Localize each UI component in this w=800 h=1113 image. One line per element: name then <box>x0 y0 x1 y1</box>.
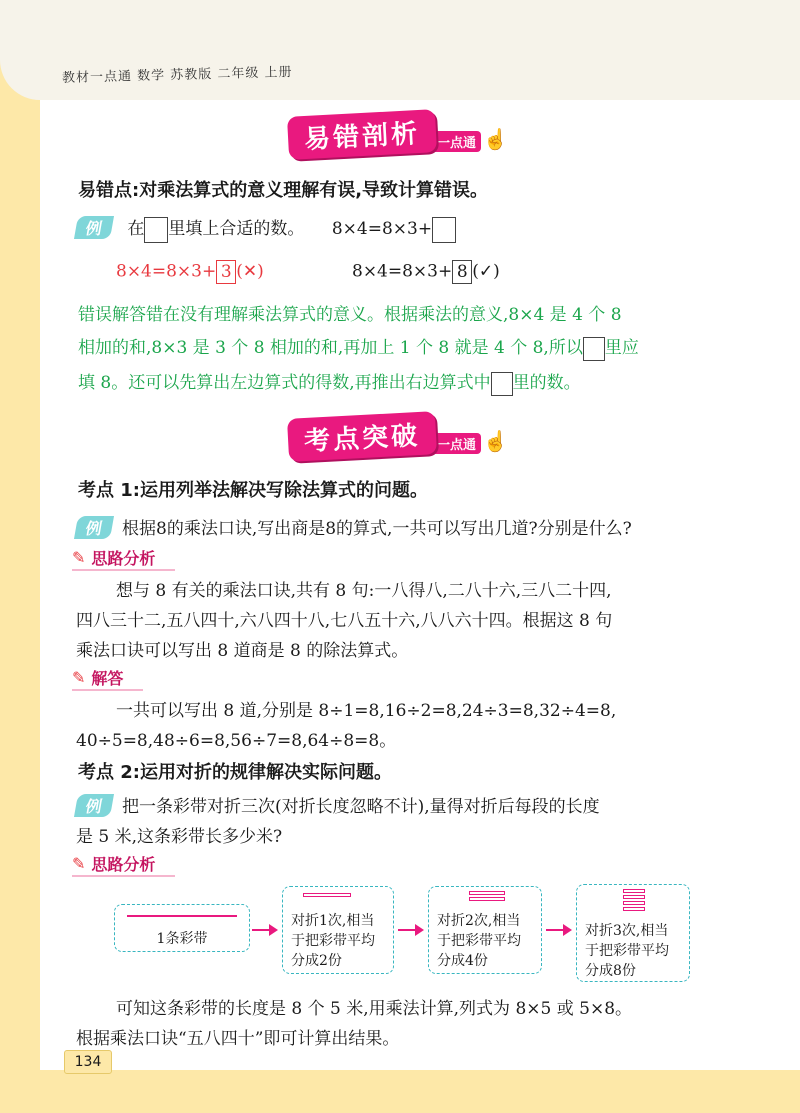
flow-arrow <box>252 929 276 931</box>
folded-ribbon <box>469 897 505 901</box>
flow-text: 对折1次,相当 <box>291 913 375 929</box>
flow-box-3 <box>428 886 542 974</box>
flow-arrow <box>546 929 570 931</box>
banner-title: 易错剖析 <box>287 109 437 160</box>
pencil-icon: ✎ <box>72 548 86 567</box>
analysis-label: 思路分析 <box>91 855 156 874</box>
answer-line: 一共可以写出 8 道,分别是 8÷1=8,16÷2=8,24÷3=8,32÷4=8, <box>116 701 617 721</box>
question-text: 把一条彩带对折三次(对折长度忽略不计),量得对折后每段的长度 <box>122 797 600 817</box>
keypoint-2-title: 考点 2:运用对折的规律解决实际问题。 <box>78 762 392 783</box>
banner-title: 考点突破 <box>287 411 437 462</box>
page-number: 134 <box>64 1050 112 1074</box>
flow-text: 分成2份 <box>291 953 342 969</box>
mistake-point: 易错点:对乘法算式的意义理解有误,导致计算错误。 <box>78 180 489 201</box>
answer-line: 40÷5=8,48÷6=8,56÷7=8,64÷8=8。 <box>76 731 397 751</box>
folded-ribbon <box>623 889 645 893</box>
explain-text: 相加的和,8×3 是 3 个 8 相加的和,再加上 1 个 8 就是 4 个 8,所以 <box>78 338 583 358</box>
analysis-line: 四八三十二,五八四十,六八四十八,七八五十六,八八六十四。根据这 8 句 <box>76 611 613 631</box>
blank-box <box>432 217 456 243</box>
keypoint-1-title: 考点 1:运用列举法解决写除法算式的问题。 <box>78 480 428 501</box>
analysis-label: 思路分析 <box>91 549 156 568</box>
keypoint-1-question <box>76 514 632 539</box>
question-text: 根据8的乘法口诀,写出商是8的算式,一共可以写出几道?分别是什么? <box>122 519 632 539</box>
example-prefix: 在 <box>127 219 145 239</box>
wrong-answer <box>116 260 264 284</box>
flow-text: 于把彩带平均 <box>585 943 669 959</box>
right-value: 8 <box>452 260 472 284</box>
explain-text: 填 8。还可以先算出左边算式的得数,再推出右边算式中 <box>78 373 491 393</box>
analysis-heading-2 <box>72 852 175 877</box>
flow-box-label: 1条彩带 <box>156 931 208 947</box>
analysis-line: 乘法口诀可以写出 8 道商是 8 的除法算式。 <box>76 641 409 661</box>
blank-box <box>583 337 605 361</box>
flow-text: 于把彩带平均 <box>437 933 521 949</box>
right-mark: (✓) <box>472 261 500 282</box>
flow-text: 分成4份 <box>437 953 488 969</box>
example-1 <box>76 214 456 243</box>
folded-ribbon <box>303 893 351 897</box>
flow-arrow <box>398 929 422 931</box>
flow-text: 对折2次,相当 <box>437 913 521 929</box>
section-banner-mistakes <box>288 114 508 154</box>
blank-box <box>144 217 168 243</box>
banner-tag: 一点通 <box>432 433 481 454</box>
analysis-heading-1 <box>72 546 175 571</box>
flow-text: 于把彩带平均 <box>291 933 375 949</box>
analysis-line: 想与 8 有关的乘法口诀,共有 8 句:一八得八,二八十六,三八二十四, <box>116 581 612 601</box>
explain-line-1: 错误解答错在没有理解乘法算式的意义。根据乘法的意义,8×4 是 4 个 8 <box>78 305 622 325</box>
pointing-hand-icon: ☝ <box>483 429 508 453</box>
pencil-icon: ✎ <box>72 854 86 873</box>
pencil-icon: ✎ <box>72 668 86 687</box>
page-margin-left <box>0 0 40 1113</box>
folded-ribbon <box>623 895 645 899</box>
right-answer <box>352 260 500 284</box>
explain-line-3 <box>78 368 581 396</box>
page-margin-bottom <box>0 1070 800 1113</box>
folded-ribbon <box>623 901 645 905</box>
conclusion-line: 可知这条彩带的长度是 8 个 5 米,用乘法计算,列式为 8×5 或 5×8。 <box>116 999 633 1019</box>
flow-box-4 <box>576 884 690 982</box>
ribbon-line <box>127 915 237 917</box>
page-margin-top <box>0 0 800 100</box>
banner-tag: 一点通 <box>432 131 481 152</box>
wrong-value: 3 <box>216 260 236 284</box>
running-header: 教材一点通 数学 苏教版 二年级 上册 <box>61 64 293 87</box>
flow-box-1 <box>114 904 250 952</box>
answer-heading <box>72 666 143 691</box>
keypoint-2-question <box>76 792 600 817</box>
explain-line-2 <box>78 333 639 361</box>
answer-label: 解答 <box>91 669 124 688</box>
flow-text: 分成8份 <box>585 963 636 979</box>
conclusion-line: 根据乘法口诀“五八四十”即可计算出结果。 <box>76 1029 400 1049</box>
example-suffix: 里填上合适的数。 <box>168 219 305 239</box>
example-badge: 例 <box>74 794 114 817</box>
right-equation: 8×4=8×3+ <box>352 261 453 282</box>
example-equation: 8×4=8×3+ <box>331 219 433 239</box>
question-line-2: 是 5 米,这条彩带长多少米? <box>76 827 283 847</box>
folded-ribbon <box>623 907 645 911</box>
section-banner-keypoints <box>288 416 508 456</box>
flow-box-2 <box>282 886 394 974</box>
example-badge: 例 <box>74 516 114 539</box>
wrong-equation: 8×4=8×3+ <box>116 261 217 282</box>
pointing-hand-icon: ☝ <box>483 127 508 151</box>
flow-text: 对折3次,相当 <box>585 923 669 939</box>
explain-text: 里应 <box>604 338 639 358</box>
example-badge: 例 <box>74 216 114 239</box>
folded-ribbon <box>469 891 505 895</box>
explain-text: 里的数。 <box>512 373 581 393</box>
blank-box <box>491 372 513 396</box>
wrong-mark: (✕) <box>236 261 264 282</box>
